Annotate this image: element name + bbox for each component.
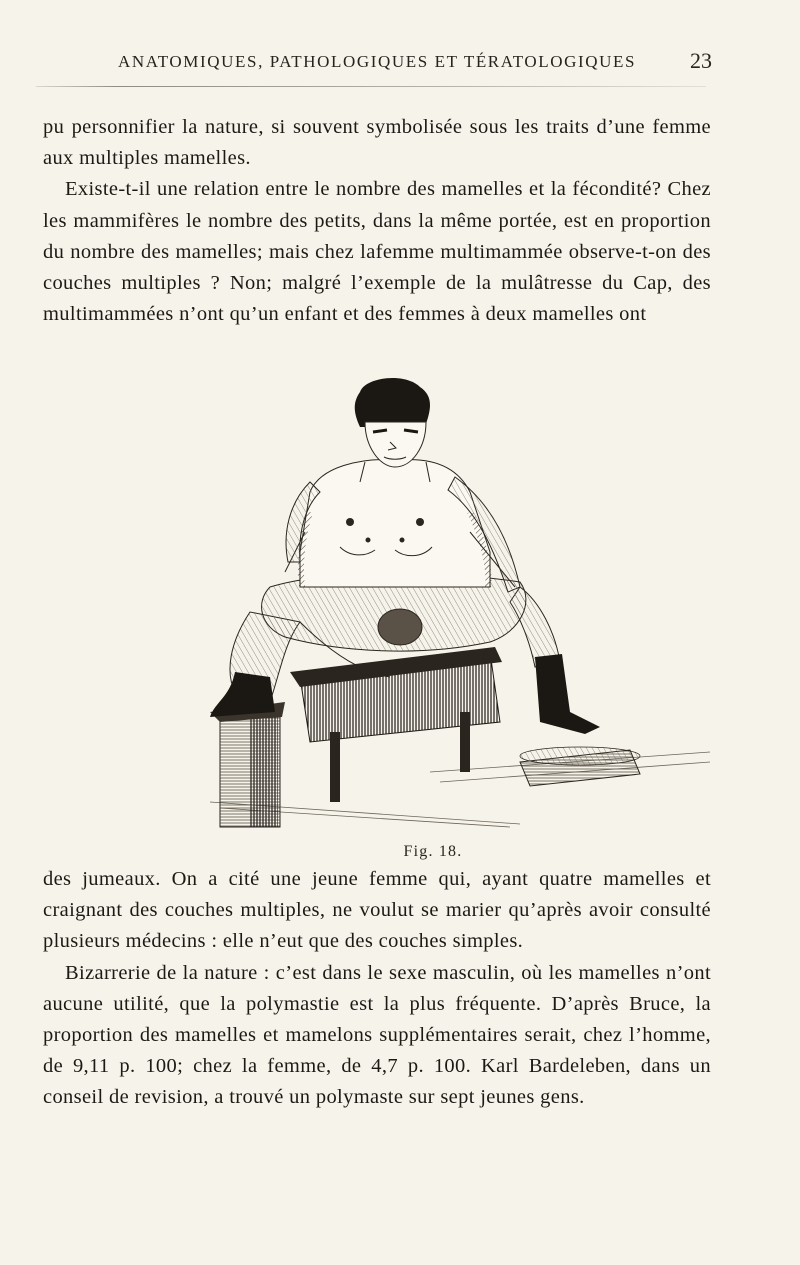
header-rule (36, 86, 706, 87)
text-block-top (43, 112, 711, 330)
paragraph: Bizarrerie de la nature : c’est dans le sexe masculin, où les mamelles n’ont aucune utilité, que la polymastie est la plus fréquente. D’après Bruce, la proportion des mamelles et mamelons supplémentaires serait, chez l’homme, de 9,11 p. 100; chez la femme, de 4,7 p. 100. Karl Bardeleben, dans un conseil de revision, a trouvé un polymaste sur sept jeunes gens. (43, 961, 711, 1109)
figure-caption: Fig. 18. (403, 843, 463, 860)
text-block-bottom (43, 864, 711, 1114)
running-title: ANATOMIQUES, PATHOLOGIQUES ET TÉRATOLOGIQUES (118, 52, 637, 71)
engraving-illustration (190, 372, 715, 832)
right-footstool (520, 747, 640, 786)
left-stool (210, 702, 285, 827)
engraving-figure (190, 372, 715, 832)
running-head (46, 48, 712, 74)
paragraph: Existe-t-il une relation entre le nombre des mamelles et la fécondité? Chez les mammifères le nombre des petits, dans la même portée, est en proportion du nombre des mamelles; mais chez lafemme multimammée observe-t-on des couches multiples ? Non; malgré l’exemple de la mulâtresse du Cap, des multimammées n’ont qu’un enfant et des femmes à deux mamelles ont (43, 178, 711, 326)
bench (290, 647, 502, 802)
page-number: 23 (690, 48, 712, 73)
paragraph: pu personnifier la nature, si souvent symbolisée sous les traits d’une femme aux multiples mamelles. (43, 116, 711, 170)
paragraph: des jumeaux. On a cité une jeune femme qui, ayant quatre mamelles et craignant des couches multiples, ne voulut se marier qu’après avoir consulté plusieurs médecins : elle n’eut que des couches simples. (43, 868, 711, 953)
